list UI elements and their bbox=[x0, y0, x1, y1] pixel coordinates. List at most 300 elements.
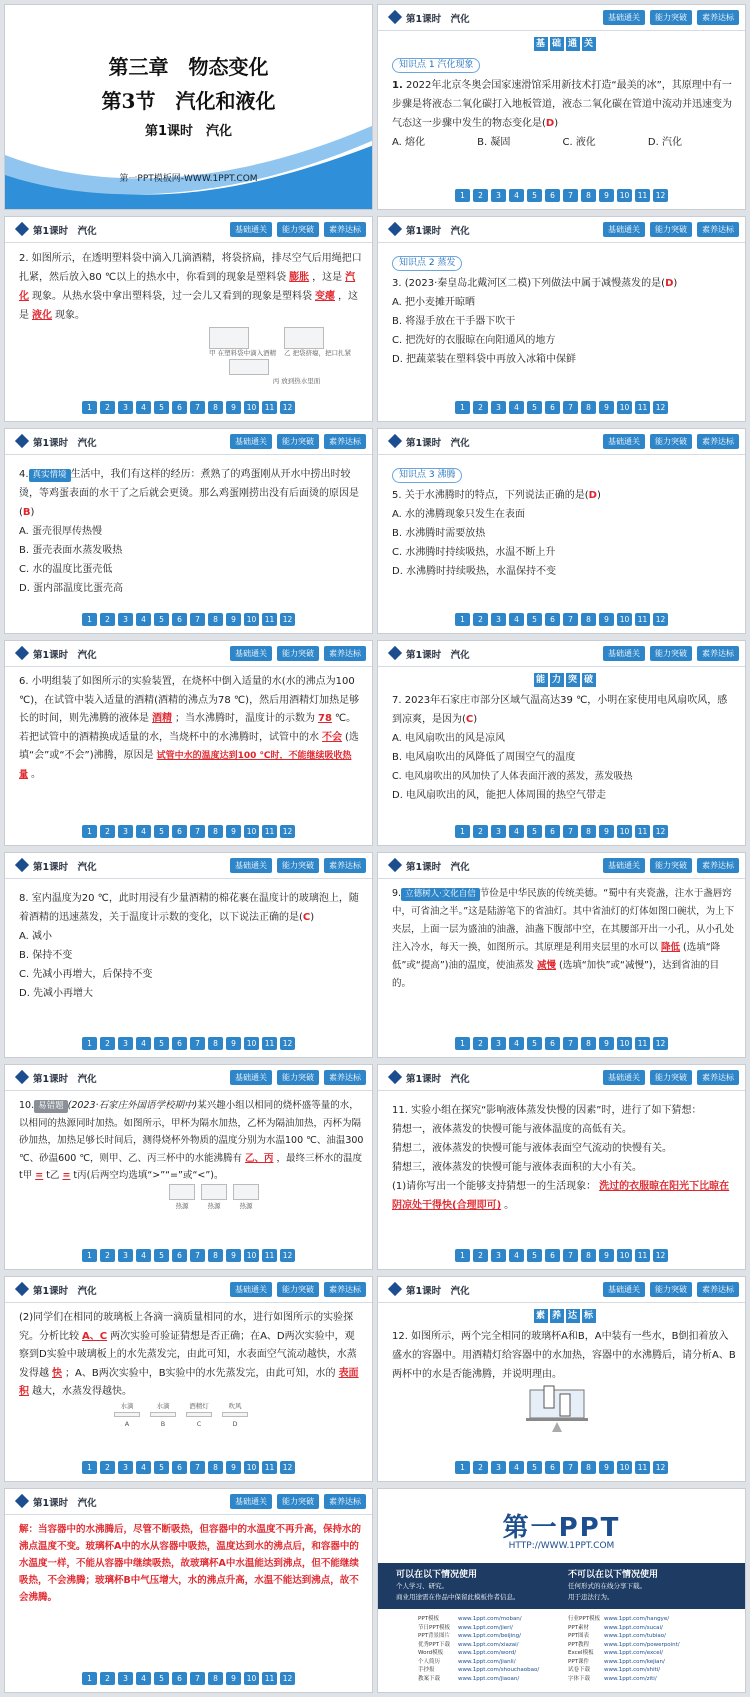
tab-literacy[interactable]: 素养达标 bbox=[324, 646, 366, 661]
tab-basic[interactable]: 基础通关 bbox=[603, 1070, 645, 1085]
slide-header bbox=[5, 1489, 372, 1515]
page-nav bbox=[5, 613, 372, 626]
slide-header bbox=[5, 1065, 372, 1091]
page-link[interactable]: 9 bbox=[599, 613, 614, 626]
guess-1: 猜想一，液体蒸发的快慢可能与液体温度的高低有关。 bbox=[392, 1124, 632, 1135]
page-nav bbox=[5, 1672, 372, 1685]
page-link[interactable]: 9 bbox=[226, 1672, 241, 1685]
page-link[interactable]: 2 bbox=[100, 613, 115, 626]
page-link[interactable]: 1 bbox=[455, 613, 470, 626]
page-link[interactable]: 10 bbox=[617, 1037, 632, 1050]
page-link[interactable]: 6 bbox=[545, 825, 560, 838]
page-link[interactable]: 9 bbox=[226, 825, 241, 838]
tab-literacy[interactable]: 素养达标 bbox=[697, 222, 739, 237]
page-link[interactable]: 4 bbox=[509, 613, 524, 626]
tab-ability[interactable]: 能力突破 bbox=[277, 1282, 319, 1297]
page-link[interactable]: 2 bbox=[473, 613, 488, 626]
tab-basic[interactable]: 基础通关 bbox=[230, 1494, 272, 1509]
page-link[interactable]: 8 bbox=[581, 189, 596, 202]
page-link[interactable]: 6 bbox=[545, 1037, 560, 1050]
page-link[interactable]: 2 bbox=[473, 189, 488, 202]
page-link[interactable]: 12 bbox=[653, 825, 668, 838]
page-link[interactable]: 2 bbox=[100, 1672, 115, 1685]
page-link[interactable]: 5 bbox=[527, 613, 542, 626]
page-link[interactable]: 12 bbox=[280, 613, 295, 626]
page-link[interactable]: 10 bbox=[244, 1249, 259, 1262]
page-link[interactable]: 2 bbox=[100, 1461, 115, 1474]
page-link[interactable]: 4 bbox=[136, 1461, 151, 1474]
page-link[interactable]: 10 bbox=[244, 1037, 259, 1050]
page-link[interactable]: 11 bbox=[635, 1461, 650, 1474]
page-link[interactable]: 6 bbox=[545, 1249, 560, 1262]
page-link[interactable]: 5 bbox=[154, 1249, 169, 1262]
page-link[interactable]: 3 bbox=[118, 1461, 133, 1474]
tab-literacy[interactable]: 素养达标 bbox=[324, 434, 366, 449]
ad-links-left: PPT模板 www.1ppt.com/moban/ 节日PPT模板 www.1ppt.com/jieri/ PPT背景图片 www.1ppt.com/beijing/ 优秀PPT下载 www.1ppt.com/xiazai/ Word模板 www.1ppt.com/word/ 个人简历 www.1ppt.com/jianli/ 手抄报 www.1ppt.com/shouchaobao/ 教案下载 www.1ppt.com/jiaoan/ bbox=[418, 1616, 540, 1682]
page-link[interactable]: 7 bbox=[563, 613, 578, 626]
page-link[interactable]: 4 bbox=[136, 1037, 151, 1050]
tab-basic[interactable]: 基础通关 bbox=[603, 858, 645, 873]
diamond-icon bbox=[15, 646, 29, 660]
page-link[interactable]: 7 bbox=[190, 825, 205, 838]
slide-header bbox=[378, 5, 745, 31]
page-link[interactable]: 1 bbox=[82, 825, 97, 838]
page-link[interactable]: 8 bbox=[581, 401, 596, 414]
slide-header bbox=[5, 1277, 372, 1303]
page-link[interactable]: 3 bbox=[118, 1249, 133, 1262]
page-link[interactable]: 1 bbox=[82, 1672, 97, 1685]
tab-basic[interactable]: 基础通关 bbox=[603, 1282, 645, 1297]
question-text: (2)同学们在相同的玻璃板上各滴一滴质量相同的水，进行如图所示的实验探究。分析比较 A、C 两次实验可验证猜想是否正确；在A、D两次实验中，观察到D实验中玻璃板上的水先蒸发完，由此可知，水表面空气流动越快，水蒸发得越 快 ；A、B两次实验中，B实验中的水先蒸发完，由此可知，水的 表面积 越大，水蒸发得越快。 bbox=[19, 1312, 359, 1397]
tab-ability[interactable]: 能力突破 bbox=[650, 1070, 692, 1085]
page-link[interactable]: 7 bbox=[563, 1037, 578, 1050]
page-link[interactable]: 10 bbox=[617, 825, 632, 838]
tab-literacy[interactable]: 素养达标 bbox=[324, 858, 366, 873]
tab-ability[interactable]: 能力突破 bbox=[277, 1070, 319, 1085]
page-link[interactable]: 4 bbox=[509, 825, 524, 838]
page-link[interactable]: 12 bbox=[280, 825, 295, 838]
page-link[interactable]: 9 bbox=[599, 1461, 614, 1474]
page-link[interactable]: 3 bbox=[118, 401, 133, 414]
question-text: 12. 如图所示，两个完全相同的玻璃杯A和B，A中装有一些水，B倒扣着放入盛水的容器中。用酒精灯给容器中的水加热，容器中的水沸腾后，请分析A、B两杯中的水是否能沸腾，并说明理由。 bbox=[392, 1331, 736, 1380]
page-link[interactable]: 11 bbox=[262, 825, 277, 838]
page-link[interactable]: 6 bbox=[172, 1037, 187, 1050]
page-link[interactable]: 11 bbox=[262, 401, 277, 414]
slide-q6 bbox=[4, 640, 373, 846]
tab-literacy[interactable]: 素养达标 bbox=[697, 646, 739, 661]
page-link[interactable]: 1 bbox=[82, 401, 97, 414]
diamond-icon bbox=[388, 1282, 402, 1296]
question-text: 4. 真实情境 生活中，我们有这样的经历：煮熟了的鸡蛋刚从开水中捞出时较烫，等鸡蛋表面的水干了之后就会更烫。那么鸡蛋刚捞出没有后面烫的原因是(B) bbox=[19, 469, 359, 518]
page-link[interactable]: 7 bbox=[563, 825, 578, 838]
slide-q11-part2 bbox=[4, 1276, 373, 1482]
slide-header bbox=[5, 641, 372, 667]
section-title: 基 础 通 关 bbox=[392, 37, 737, 51]
lesson-title: 第1课时 汽化 bbox=[33, 1498, 97, 1509]
cover-site: 第一PPT模板网-WWW.1PPT.COM bbox=[119, 174, 258, 184]
page-link[interactable]: 12 bbox=[653, 1461, 668, 1474]
page-link[interactable]: 9 bbox=[226, 1461, 241, 1474]
page-link[interactable]: 2 bbox=[100, 1037, 115, 1050]
diamond-icon bbox=[15, 1070, 29, 1084]
page-link[interactable]: 8 bbox=[208, 1672, 223, 1685]
page-link[interactable]: 4 bbox=[509, 1249, 524, 1262]
diamond-icon bbox=[15, 434, 29, 448]
sub-question-1: (1)请你写出一个能够支持猜想一的生活现象： 洗过的衣服晾在阳光下比晾在阴凉处干得快(合理即可) 。 bbox=[392, 1181, 730, 1211]
page-link[interactable]: 6 bbox=[545, 1461, 560, 1474]
page-link[interactable]: 11 bbox=[262, 1672, 277, 1685]
page-nav bbox=[378, 825, 745, 838]
page-link[interactable]: 10 bbox=[617, 1461, 632, 1474]
page-link[interactable]: 5 bbox=[527, 1461, 542, 1474]
page-link[interactable]: 1 bbox=[82, 1249, 97, 1262]
page-link[interactable]: 6 bbox=[172, 1249, 187, 1262]
page-link[interactable]: 5 bbox=[154, 825, 169, 838]
page-link[interactable]: 3 bbox=[491, 189, 506, 202]
slide-q3 bbox=[377, 216, 746, 422]
page-nav bbox=[378, 1461, 745, 1474]
page-link[interactable]: 12 bbox=[280, 401, 295, 414]
page-link[interactable]: 7 bbox=[190, 1672, 205, 1685]
page-link[interactable]: 7 bbox=[190, 1249, 205, 1262]
tab-basic[interactable]: 基础通关 bbox=[603, 434, 645, 449]
page-link[interactable]: 10 bbox=[244, 613, 259, 626]
page-nav bbox=[5, 1249, 372, 1262]
page-link[interactable]: 1 bbox=[455, 825, 470, 838]
page-link[interactable]: 10 bbox=[617, 189, 632, 202]
ad-links-right: 行业PPT模板 www.1ppt.com/hangye/ PPT素材 www.1ppt.com/sucai/ PPT图表 www.1ppt.com/tubiao/ PPT教程 www.1ppt.com/powerpoint/ Excel模板 www.1ppt.com/excel/ PPT课件 www.1ppt.com/kejian/ 试卷下载 www.1ppt.com/shiti/ 字体下载 www.1ppt.com/ziti/ bbox=[568, 1616, 680, 1682]
page-link[interactable]: 8 bbox=[208, 1461, 223, 1474]
page-link[interactable]: 8 bbox=[581, 1249, 596, 1262]
diamond-icon bbox=[15, 1282, 29, 1296]
slide-q4 bbox=[4, 428, 373, 634]
page-link[interactable]: 12 bbox=[653, 1249, 668, 1262]
page-nav bbox=[378, 1249, 745, 1262]
page-link[interactable]: 9 bbox=[599, 189, 614, 202]
page-link[interactable]: 12 bbox=[653, 613, 668, 626]
tab-ability[interactable]: 能力突破 bbox=[277, 1494, 319, 1509]
slide-q7 bbox=[377, 640, 746, 846]
tab-literacy[interactable]: 素养达标 bbox=[697, 858, 739, 873]
page-link[interactable]: 3 bbox=[118, 1672, 133, 1685]
cover-section: 第3节 汽化和液化 bbox=[101, 89, 276, 113]
page-link[interactable]: 7 bbox=[190, 1461, 205, 1474]
option: C. 水的温度比蛋壳低 bbox=[19, 564, 113, 575]
page-link[interactable]: 4 bbox=[136, 1249, 151, 1262]
question-text: 7. 2023年石家庄市部分区域气温高达39 ℃，小明在家使用电风扇吹风，感到凉爽，是因为(C) bbox=[392, 695, 728, 725]
option: A. 减小 bbox=[19, 931, 53, 942]
tab-ability[interactable]: 能力突破 bbox=[650, 646, 692, 661]
page-nav bbox=[5, 401, 372, 414]
tab-basic[interactable]: 基础通关 bbox=[603, 646, 645, 661]
page-link[interactable]: 5 bbox=[154, 613, 169, 626]
tab-ability[interactable]: 能力突破 bbox=[277, 222, 319, 237]
page-link[interactable]: 4 bbox=[509, 189, 524, 202]
page-link[interactable]: 4 bbox=[136, 613, 151, 626]
option: A. 电风扇吹出的风是凉风 bbox=[392, 733, 506, 744]
diamond-icon bbox=[15, 1494, 29, 1508]
page-link[interactable]: 5 bbox=[154, 1461, 169, 1474]
page-link[interactable]: 10 bbox=[244, 1461, 259, 1474]
page-link[interactable]: 11 bbox=[635, 401, 650, 414]
page-link[interactable]: 6 bbox=[172, 825, 187, 838]
lesson-title: 第1课时 汽化 bbox=[406, 14, 470, 25]
page-link[interactable]: 5 bbox=[527, 189, 542, 202]
page-link[interactable]: 5 bbox=[527, 825, 542, 838]
question-text: 3. (2023·秦皇岛北戴河区二模)下列做法中属于减慢蒸发的是(D) bbox=[392, 278, 678, 289]
page-link[interactable]: 12 bbox=[280, 1249, 295, 1262]
option: C. 把洗好的衣服晾在向阳通风的地方 bbox=[392, 335, 556, 346]
options: A. 熔化 B. 凝固 C. 液化 D. 汽化 bbox=[392, 137, 682, 148]
page-link[interactable]: 2 bbox=[473, 401, 488, 414]
page-link[interactable]: 7 bbox=[563, 189, 578, 202]
option: B. 将湿手放在干手器下吹干 bbox=[392, 316, 516, 327]
page-link[interactable]: 9 bbox=[599, 401, 614, 414]
page-link[interactable]: 5 bbox=[154, 1037, 169, 1050]
slide-ad bbox=[377, 1488, 746, 1693]
page-link[interactable]: 1 bbox=[82, 1461, 97, 1474]
page-link[interactable]: 7 bbox=[563, 1461, 578, 1474]
page-link[interactable]: 8 bbox=[581, 613, 596, 626]
question-text: 11. 实验小组在探究“影响液体蒸发快慢的因素”时，进行了如下猜想： bbox=[392, 1105, 702, 1116]
diamond-icon bbox=[388, 222, 402, 236]
tab-ability[interactable]: 能力突破 bbox=[277, 646, 319, 661]
lesson-title: 第1课时 汽化 bbox=[33, 650, 97, 661]
tab-basic[interactable]: 基础通关 bbox=[603, 222, 645, 237]
tab-ability[interactable]: 能力突破 bbox=[650, 222, 692, 237]
ad-logo: 第一PPT bbox=[502, 1513, 621, 1543]
page-link[interactable]: 6 bbox=[545, 613, 560, 626]
lesson-title: 第1课时 汽化 bbox=[33, 1074, 97, 1085]
page-link[interactable]: 6 bbox=[545, 189, 560, 202]
lesson-title: 第1课时 汽化 bbox=[406, 1286, 470, 1297]
option: B. 保持不变 bbox=[19, 950, 73, 961]
page-link[interactable]: 1 bbox=[82, 1037, 97, 1050]
page-link[interactable]: 12 bbox=[653, 401, 668, 414]
page-link[interactable]: 1 bbox=[455, 189, 470, 202]
page-link[interactable]: 11 bbox=[635, 1249, 650, 1262]
lesson-title: 第1课时 汽化 bbox=[33, 1286, 97, 1297]
page-link[interactable]: 12 bbox=[280, 1672, 295, 1685]
ad-url[interactable]: HTTP://WWW.1PPT.COM bbox=[508, 1541, 615, 1551]
option: C. 电风扇吹出的风加快了人体表面汗液的蒸发，蒸发吸热 bbox=[392, 771, 633, 782]
lesson-title: 第1课时 汽化 bbox=[406, 862, 470, 873]
page-link[interactable]: 8 bbox=[208, 1249, 223, 1262]
lesson-title: 第1课时 汽化 bbox=[406, 650, 470, 661]
tab-basic[interactable]: 基础通关 bbox=[230, 434, 272, 449]
diamond-icon bbox=[15, 858, 29, 872]
page-link[interactable]: 11 bbox=[262, 613, 277, 626]
page-link[interactable]: 3 bbox=[118, 613, 133, 626]
page-link[interactable]: 11 bbox=[635, 1037, 650, 1050]
section-title: 素 养 达 标 bbox=[392, 1309, 737, 1323]
slide-q5 bbox=[377, 428, 746, 634]
slide-q11 bbox=[377, 1064, 746, 1270]
diamond-icon bbox=[388, 434, 402, 448]
page-link[interactable]: 11 bbox=[262, 1037, 277, 1050]
page-link[interactable]: 9 bbox=[226, 1249, 241, 1262]
tab-literacy[interactable]: 素养达标 bbox=[324, 1494, 366, 1509]
page-link[interactable]: 3 bbox=[491, 1461, 506, 1474]
page-link[interactable]: 11 bbox=[635, 189, 650, 202]
page-link[interactable]: 3 bbox=[118, 1037, 133, 1050]
tab-ability[interactable]: 能力突破 bbox=[650, 858, 692, 873]
figure-evaporation: 水滴 A 水滴 B 酒精灯 C 吹风 D bbox=[114, 1402, 364, 1429]
page-link[interactable]: 2 bbox=[473, 1461, 488, 1474]
tab-literacy[interactable]: 素养达标 bbox=[324, 1282, 366, 1297]
page-link[interactable]: 11 bbox=[262, 1461, 277, 1474]
page-link[interactable]: 4 bbox=[509, 401, 524, 414]
page-link[interactable]: 9 bbox=[226, 1037, 241, 1050]
page-link[interactable]: 10 bbox=[244, 401, 259, 414]
tab-ability[interactable]: 能力突破 bbox=[277, 858, 319, 873]
page-link[interactable]: 9 bbox=[226, 401, 241, 414]
page-link[interactable]: 6 bbox=[172, 1461, 187, 1474]
page-link[interactable]: 7 bbox=[190, 1037, 205, 1050]
page-link[interactable]: 3 bbox=[491, 1249, 506, 1262]
option: B. 电风扇吹出的风降低了周围空气的温度 bbox=[392, 752, 576, 763]
tab-ability[interactable]: 能力突破 bbox=[650, 10, 692, 25]
option: A. 水的沸腾现象只发生在表面 bbox=[392, 509, 526, 520]
slide-header bbox=[378, 217, 745, 243]
page-link[interactable]: 3 bbox=[491, 825, 506, 838]
section-title: 能 力 突 破 bbox=[392, 673, 737, 687]
page-link[interactable]: 6 bbox=[172, 401, 187, 414]
page-link[interactable]: 2 bbox=[100, 401, 115, 414]
page-link[interactable]: 7 bbox=[563, 401, 578, 414]
answer: D bbox=[545, 118, 555, 129]
page-link[interactable]: 8 bbox=[581, 1037, 596, 1050]
page-link[interactable]: 2 bbox=[100, 1249, 115, 1262]
page-link[interactable]: 10 bbox=[244, 825, 259, 838]
option: A. 蛋壳很厚传热慢 bbox=[19, 526, 103, 537]
page-link[interactable]: 5 bbox=[154, 401, 169, 414]
question-text: 5. 关于水沸腾时的特点，下列说法正确的是(D) bbox=[392, 490, 601, 501]
tab-ability[interactable]: 能力突破 bbox=[650, 434, 692, 449]
page-link[interactable]: 11 bbox=[262, 1249, 277, 1262]
slide-header bbox=[5, 429, 372, 455]
page-link[interactable]: 4 bbox=[136, 825, 151, 838]
question-text: 9. 立德树人·文化自信 节俭是中华民族的传统美德。“蜀中有夹瓷盏，注水于盏唇窍中，可省油之半。”这是陆游笔下的省油灯。其中省油灯的灯体如图口碗状，为上下夹层，上面一层为盛油的油盏，油盏下腹部中空，在其腰部开出一小孔，从小孔处注入冷水，每天一换，如图所示。其原理是利用夹层里的水可以 降低 (选填“降低”或“提高”)油的温度，使油蒸发 减慢 (选填“加快”或“减慢”)，达到省油的目的。 bbox=[392, 888, 735, 989]
tab-basic[interactable]: 基础通关 bbox=[230, 222, 272, 237]
tab-basic[interactable]: 基础通关 bbox=[603, 10, 645, 25]
slide-q10 bbox=[4, 1064, 373, 1270]
slide-header bbox=[5, 217, 372, 243]
page-link[interactable]: 3 bbox=[491, 613, 506, 626]
page-link[interactable]: 4 bbox=[136, 1672, 151, 1685]
slide-header bbox=[378, 1277, 745, 1303]
page-link[interactable]: 1 bbox=[455, 401, 470, 414]
page-nav bbox=[378, 189, 745, 202]
page-link[interactable]: 6 bbox=[545, 401, 560, 414]
tab-literacy[interactable]: 素养达标 bbox=[697, 1282, 739, 1297]
option: B. 蛋壳表面水蒸发吸热 bbox=[19, 545, 123, 556]
page-link[interactable]: 11 bbox=[635, 825, 650, 838]
page-link[interactable]: 8 bbox=[581, 825, 596, 838]
page-link[interactable]: 5 bbox=[527, 1249, 542, 1262]
option: B. 水沸腾时需要放热 bbox=[392, 528, 486, 539]
tab-basic[interactable]: 基础通关 bbox=[230, 858, 272, 873]
page-link[interactable]: 10 bbox=[617, 1249, 632, 1262]
page-link[interactable]: 1 bbox=[455, 1461, 470, 1474]
page-link[interactable]: 12 bbox=[280, 1461, 295, 1474]
page-link[interactable]: 4 bbox=[509, 1037, 524, 1050]
page-link[interactable]: 5 bbox=[527, 401, 542, 414]
page-link[interactable]: 8 bbox=[208, 825, 223, 838]
page-link[interactable]: 8 bbox=[208, 401, 223, 414]
page-link[interactable]: 6 bbox=[172, 613, 187, 626]
knowledge-point: 知识点 2 蒸发 bbox=[392, 256, 462, 271]
page-link[interactable]: 8 bbox=[208, 1037, 223, 1050]
tab-basic[interactable]: 基础通关 bbox=[230, 1070, 272, 1085]
answer-text: 解：当容器中的水沸腾后，尽管不断吸热，但容器中的水温度不再升高，保持水的沸点温度不变。玻璃杯A中的水从容器中吸热，温度达到水的沸点后，和容器中的水温度一样，不能从容器中继续吸热，故玻璃杯A中水温能达到沸点，但不能继续吸热，不会沸腾；玻璃杯B中气压增大，水的沸点升高，水温不能达到沸点，故不会沸腾。 bbox=[19, 1524, 362, 1603]
page-link[interactable]: 2 bbox=[100, 825, 115, 838]
option: D. 水沸腾时持续吸热，水温保持不变 bbox=[392, 566, 557, 577]
slide-q12-answer bbox=[4, 1488, 373, 1693]
page-link[interactable]: 3 bbox=[118, 825, 133, 838]
page-link[interactable]: 8 bbox=[581, 1461, 596, 1474]
figure-beakers: 热源 热源 热源 bbox=[169, 1183, 364, 1211]
page-link[interactable]: 3 bbox=[491, 401, 506, 414]
tab-literacy[interactable]: 素养达标 bbox=[697, 1070, 739, 1085]
page-link[interactable]: 7 bbox=[190, 613, 205, 626]
page-link[interactable]: 12 bbox=[653, 189, 668, 202]
guess-2: 猜想二，液体蒸发的快慢可能与液体表面空气流动的快慢有关。 bbox=[392, 1143, 672, 1154]
page-link[interactable]: 11 bbox=[635, 613, 650, 626]
page-link[interactable]: 9 bbox=[599, 1249, 614, 1262]
page-link[interactable]: 1 bbox=[82, 613, 97, 626]
page-link[interactable]: 2 bbox=[473, 825, 488, 838]
page-link[interactable]: 7 bbox=[190, 401, 205, 414]
page-link[interactable]: 5 bbox=[527, 1037, 542, 1050]
tab-literacy[interactable]: 素养达标 bbox=[697, 10, 739, 25]
option: C. 水沸腾时持续吸热，水温不断上升 bbox=[392, 547, 556, 558]
tab-basic[interactable]: 基础通关 bbox=[230, 646, 272, 661]
page-link[interactable]: 10 bbox=[244, 1672, 259, 1685]
page-link[interactable]: 4 bbox=[509, 1461, 524, 1474]
page-link[interactable]: 4 bbox=[136, 401, 151, 414]
page-link[interactable]: 10 bbox=[617, 401, 632, 414]
page-link[interactable]: 2 bbox=[473, 1249, 488, 1262]
page-link[interactable]: 9 bbox=[599, 825, 614, 838]
tab-basic[interactable]: 基础通关 bbox=[230, 1282, 272, 1297]
page-link[interactable]: 2 bbox=[473, 1037, 488, 1050]
tab-literacy[interactable]: 素养达标 bbox=[324, 1070, 366, 1085]
tab-literacy[interactable]: 素养达标 bbox=[697, 434, 739, 449]
page-link[interactable]: 12 bbox=[653, 1037, 668, 1050]
page-link[interactable]: 1 bbox=[455, 1037, 470, 1050]
tab-ability[interactable]: 能力突破 bbox=[277, 434, 319, 449]
option: D. 把蔬菜装在塑料袋中再放入冰箱中保鲜 bbox=[392, 354, 577, 365]
page-link[interactable]: 8 bbox=[208, 613, 223, 626]
page-link[interactable]: 6 bbox=[172, 1672, 187, 1685]
page-link[interactable]: 12 bbox=[280, 1037, 295, 1050]
slide-header bbox=[378, 641, 745, 667]
page-link[interactable]: 5 bbox=[154, 1672, 169, 1685]
tab-literacy[interactable]: 素养达标 bbox=[324, 222, 366, 237]
diamond-icon bbox=[388, 1070, 402, 1084]
slide-q12 bbox=[377, 1276, 746, 1482]
slide-q1 bbox=[377, 4, 746, 210]
page-link[interactable]: 1 bbox=[455, 1249, 470, 1262]
page-link[interactable]: 9 bbox=[599, 1037, 614, 1050]
page-link[interactable]: 10 bbox=[617, 613, 632, 626]
tab-ability[interactable]: 能力突破 bbox=[650, 1282, 692, 1297]
question-text: 1. 2022年北京冬奥会国家速滑馆采用新技术打造“最美的冰”，其原理中有一步骤是将液态二氧化碳打入地板管道，液态二氧化碳在管道中流动并迅速变为气态这一步骤中发生的物态变化是(D) bbox=[392, 80, 732, 129]
page-link[interactable]: 3 bbox=[491, 1037, 506, 1050]
page-link[interactable]: 9 bbox=[226, 613, 241, 626]
page-link[interactable]: 7 bbox=[563, 1249, 578, 1262]
